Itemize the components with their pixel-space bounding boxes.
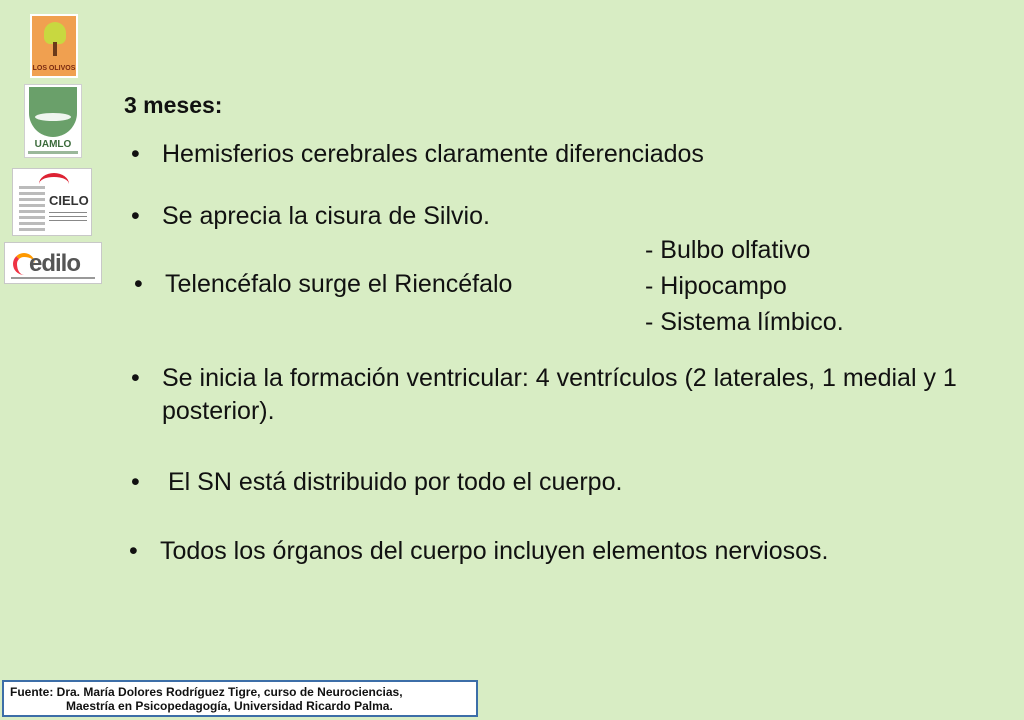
- source-line-2: Maestría en Psicopedagogía, Universidad Ricardo Palma.: [66, 699, 393, 713]
- logo-text: edilo: [29, 250, 81, 277]
- bullet-icon: •: [134, 270, 143, 298]
- cielo-logo: [12, 168, 92, 236]
- list-item: - Bulbo olfativo: [645, 236, 811, 264]
- bullet-item: [129, 535, 828, 568]
- los-olivos-logo: [30, 14, 78, 78]
- bullet-item: [131, 138, 704, 171]
- logo-text: UAMLO: [34, 139, 72, 150]
- bullet-text: Se aprecia la cisura de Silvio.: [162, 202, 490, 230]
- tree-icon: [44, 22, 66, 44]
- logo-text: LOS OLIVOS: [32, 65, 76, 72]
- list-item: - Sistema límbico.: [645, 308, 844, 336]
- bullet-text: Todos los órganos del cuerpo incluyen elementos nerviosos.: [160, 537, 829, 565]
- source-citation: [2, 680, 478, 717]
- uamlo-logo: [24, 84, 82, 158]
- bullet-item: [134, 268, 512, 301]
- shield-icon: [29, 87, 77, 137]
- telencephalon-list: [645, 232, 844, 340]
- logo-text: CIELO: [49, 193, 89, 208]
- bullet-text: Telencéfalo surge el Riencéfalo: [165, 270, 513, 298]
- edilo-logo: [4, 242, 102, 284]
- bullet-text: Hemisferios cerebrales claramente diferenciados: [162, 140, 704, 168]
- bullet-text: El SN está distribuido por todo el cuerpo.: [168, 468, 623, 496]
- bullet-item: [131, 466, 622, 499]
- bullet-text: Se inicia la formación ventricular: 4 ventrículos (2 laterales, 1 medial y 1 posterior).: [162, 364, 957, 425]
- bullet-icon: •: [131, 140, 140, 168]
- bullet-item: [131, 362, 991, 428]
- list-item: - Hipocampo: [645, 272, 787, 300]
- source-line-1: Fuente: Dra. María Dolores Rodríguez Tigre, curso de Neurociencias,: [10, 685, 403, 699]
- bullet-icon: •: [131, 364, 140, 392]
- bullet-item: [131, 200, 490, 233]
- slide-heading: 3 meses:: [124, 92, 223, 118]
- bullet-icon: •: [131, 202, 140, 230]
- bullet-icon: •: [129, 537, 138, 565]
- bullet-icon: •: [131, 468, 140, 496]
